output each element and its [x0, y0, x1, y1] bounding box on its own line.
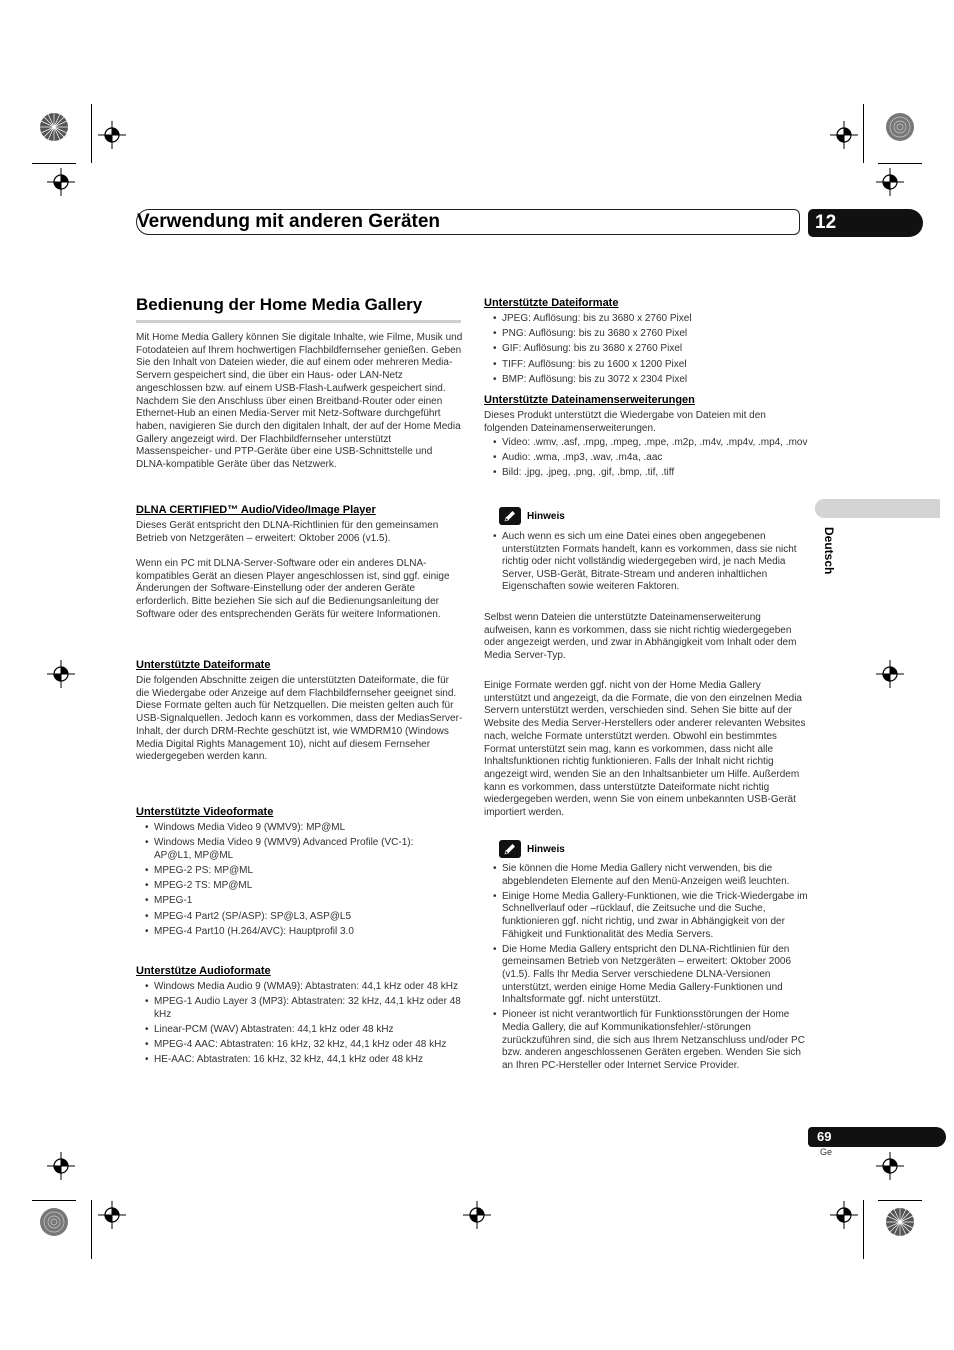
list-item: • GIF: Auflösung: bis zu 3680 x 2760 Pixel	[484, 343, 804, 356]
formats-heading: Unterstützte Dateiformate	[136, 659, 271, 671]
registration-crosshair-icon	[830, 121, 858, 149]
registration-crosshair-icon	[47, 660, 75, 688]
video-heading: Unterstützte Videoformate	[136, 806, 274, 818]
pencil-note-icon	[499, 840, 521, 858]
list-item: • Windows Media Video 9 (WMV9) Advanced Profile (VC-1): AP@L1, MP@ML	[136, 837, 446, 862]
list-item: • MPEG-4 Part10 (H.264/AVC): Hauptprofil 3.0	[136, 926, 446, 939]
list-item: • Auch wenn es sich um eine Datei eines oben angegebenen unterstützten Formats handelt, kann es vorkommen, dass sie nicht richtig oder nicht vollständig wiedergegeben wird, je nach Media Server, USB-Gerät, Bitrate-Stream und anderen inhaltlichen Eigenschaften sowie weiteren Faktoren.	[484, 531, 810, 594]
crop-line	[878, 1200, 922, 1201]
note-list	[484, 531, 810, 597]
list-item: • MPEG-2 PS: MP@ML	[136, 865, 446, 878]
intro-paragraph: Mit Home Media Gallery können Sie digitale Inhalte, wie Filme, Musik und Fotodateien auf Ihrem hochwertigen Flachbildfernseher genießen. Geben Sie den Inhalt von Dateien wieder, die auf einem oder mehreren Media-Servern gespeichert sind, die über ein Haus- oder LAN-Netz angeschlossen bzw. auf einem USB-Flash-Laufwerk gespeichert sind. Nachdem Sie den Anschluss über einen Breitband-Router oder einen Ethernet-Hub an einen Media-Server mit Netz-Software durchgeführt haben, navigieren Sie durch den digitalen Inhalt, der auf der Home Media Gallery angezeigt wird. Der Flachbildfernseher unterstützt Massenspeicher- und PTP-Geräte über eine USB-Schnittstelle und DLNA-kompatible Geräte über das Netzwerk.	[136, 332, 463, 471]
dlna-paragraph-1: Dieses Gerät entspricht den DLNA-Richtlinien für den gemeinsamen Betrieb von Netzgeräten – erweitert: Oktober 2006 (v1.5).	[136, 520, 439, 544]
note-heading	[499, 840, 565, 858]
page-number: 69	[817, 1129, 832, 1144]
crop-line	[91, 1200, 92, 1259]
crop-line	[32, 1200, 76, 1201]
list-item: • PNG: Auflösung: bis zu 3680 x 2760 Pixel	[484, 328, 804, 341]
registration-crosshair-icon	[876, 1152, 904, 1180]
list-item: • BMP: Auflösung: bis zu 3072 x 2304 Pixel	[484, 374, 804, 387]
registration-crosshair-icon	[876, 660, 904, 688]
audio-format-list	[136, 981, 468, 1070]
list-item: • Windows Media Video 9 (WMV9): MP@ML	[136, 822, 446, 835]
language-tab	[815, 499, 940, 518]
language-label: Deutsch	[822, 527, 836, 575]
registration-crosshair-icon	[98, 121, 126, 149]
chapter-number: 12	[815, 212, 837, 233]
crop-line	[91, 104, 92, 163]
list-item: • MPEG-1 Audio Layer 3 (MP3): Abtastraten: 32 kHz, 44,1 kHz oder 48 kHz	[136, 996, 468, 1021]
crop-line	[878, 163, 922, 164]
note-label: Hinweis	[527, 510, 565, 522]
pencil-note-icon	[499, 507, 521, 525]
registration-starburst-icon	[885, 112, 915, 142]
list-item: • MPEG-1	[136, 895, 446, 908]
image-format-list	[484, 313, 804, 389]
selbst-paragraph: Selbst wenn Dateien die unterstützte Dateinamenserweiterung aufweisen, kann es vorkommen, dass sie nicht richtig wiedergegeben oder angezeigt werden, und zwar in Abhängigkeit vom Inhalt oder dem Media Server-Typ.	[484, 612, 797, 662]
list-item: • Video: .wmv, .asf, .mpg, .mpeg, .mpe, .m2p, .m4v, .mp4v, .mp4, .mov	[484, 437, 810, 450]
image-formats-heading: Unterstützte Dateiformate	[484, 297, 619, 309]
extensions-paragraph: Dieses Produkt unterstützt die Wiedergabe von Dateien mit den folgenden Dateinamenserweiterungen.	[484, 410, 766, 434]
extension-list	[484, 437, 810, 483]
list-item: • Linear-PCM (WAV) Abtastraten: 44,1 kHz oder 48 kHz	[136, 1024, 468, 1037]
note-list	[484, 863, 810, 1075]
list-item: • Bild: .jpg, .jpeg, .png, .gif, .bmp, .tif, .tiff	[484, 467, 810, 480]
list-item: • Pioneer ist nicht verantwortlich für Funktionsstörungen der Home Media Gallery, die auf Kommunikationsfehler/-störungen zurückzuführen sind, die sich aus Ihrem Netzanschluss und/oder PC bzw. anderen angeschlossenen Geräten ergeben. Wenden Sie sich an Ihren PC-Hersteller oder Internet Service Provider.	[484, 1009, 810, 1072]
crop-line	[863, 1200, 864, 1259]
list-item: • Windows Media Audio 9 (WMA9): Abtastraten: 44,1 kHz oder 48 kHz	[136, 981, 468, 994]
list-item: • TIFF: Auflösung: bis zu 1600 x 1200 Pixel	[484, 359, 804, 372]
formats-paragraph: Die folgenden Abschnitte zeigen die unterstützten Dateiformate, die für die Wiedergabe oder Anzeige auf dem Flachbildfernseher geeignet sind. Diese Formate gelten auch für Netzquellen. Die meisten gelten auch für USB-Signalquellen. Jedoch kann es vorkommen, dass der MediasServer-Inhalt, der durch DRM-Rechte geschützt ist, wie WMDRM10 (Windows Media Digital Rights Management 10), nicht auf diesem Fernseher wiedergegeben werden kann.	[136, 675, 463, 763]
list-item: • JPEG: Auflösung: bis zu 3680 x 2760 Pixel	[484, 313, 804, 326]
dlna-paragraph-2: Wenn ein PC mit DLNA-Server-Software oder ein anderes DLNA-kompatibles Gerät an diesen Player angeschlossen ist, sind ggf. einige Änderungen der Software-Einstellung oder der anderen Geräte erforderlich. Bitte beziehen Sie sich auf die Bedienungsanleitung der Software oder des entsprechenden Geräts für weitere Informationen.	[136, 558, 450, 620]
registration-crosshair-icon	[47, 1152, 75, 1180]
section-title: Bedienung der Home Media Gallery	[136, 295, 461, 323]
list-item: • MPEG-4 AAC: Abtastraten: 16 kHz, 32 kHz, 44,1 kHz oder 48 kHz	[136, 1039, 468, 1052]
registration-crosshair-icon	[463, 1201, 491, 1229]
dlna-heading: DLNA CERTIFIED™ Audio/Video/Image Player	[136, 504, 376, 516]
video-format-list	[136, 822, 446, 941]
registration-starburst-icon	[39, 112, 69, 142]
list-item: • Die Home Media Gallery entspricht den DLNA-Richtlinien für den gemeinsamen Betrieb von Netzgeräten – erweitert: Oktober 2006 (v1.5). Falls Ihr Media Server verschiedene DLNA-Versionen unterstützt, werden einige Home Media Gallery-Funktionen und Inhaltsformate ggf. nicht unterstützt.	[484, 944, 810, 1007]
registration-crosshair-icon	[830, 1201, 858, 1229]
list-item: • MPEG-4 Part2 (SP/ASP): SP@L3, ASP@L5	[136, 911, 446, 924]
list-item: • Einige Home Media Gallery-Funktionen, wie die Trick-Wiedergabe im Schnellverlauf oder –rücklauf, die Zeitsuche und die Suche, funktionieren ggf. nicht richtig, und zwar in Abhängigkeit von der Fähigkeit und Funktionalität des Media Servers.	[484, 891, 810, 941]
registration-starburst-icon	[39, 1207, 69, 1237]
extensions-heading: Unterstützte Dateinamenserweiterungen	[484, 394, 695, 406]
crop-line	[32, 163, 76, 164]
note-heading	[499, 507, 565, 525]
list-item: • Sie können die Home Media Gallery nicht verwenden, bis die abgeblendeten Elemente auf den Menü-Anzeigen weiß leuchten.	[484, 863, 810, 888]
note-label: Hinweis	[527, 843, 565, 855]
registration-crosshair-icon	[98, 1201, 126, 1229]
audio-heading: Unterstütze Audioformate	[136, 965, 271, 977]
list-item: • MPEG-2 TS: MP@ML	[136, 880, 446, 893]
page-language-code: Ge	[820, 1147, 833, 1157]
page-title: Verwendung mit anderen Geräten	[137, 211, 441, 232]
registration-crosshair-icon	[876, 168, 904, 196]
registration-crosshair-icon	[47, 168, 75, 196]
crop-line	[863, 104, 864, 163]
registration-starburst-icon	[885, 1207, 915, 1237]
list-item: • Audio: .wma, .mp3, .wav, .m4a, .aac	[484, 452, 810, 465]
einige-paragraph: Einige Formate werden ggf. nicht von der Home Media Gallery unterstützt und angezeigt, da die Formate, die von den einzelnen Media Servern unterstützt werden, verschieden sind. Sehen Sie bitte auf der Website des Media Server-Herstellers oder anderer relevanten Websites nach, welche Formate unterstützt werden. Obwohl ein bestimmtes Format unterstützt sein mag, kann es vorkommen, dass nicht alle Inhaltsfunktionen richtig funktionieren. Falls der Inhalt nicht richtig angezeigt wird, wenden Sie an den Inhaltsanbieter um Hilfe. Außerdem kann es vorkommen, dass unterstützte Dateiformate nicht richtig wiedergegeben werden, wenn Sie von einem unbekannten USB-Gerät importiert werden.	[484, 680, 806, 819]
list-item: • HE-AAC: Abtastraten: 16 kHz, 32 kHz, 44,1 kHz oder 48 kHz	[136, 1054, 468, 1067]
